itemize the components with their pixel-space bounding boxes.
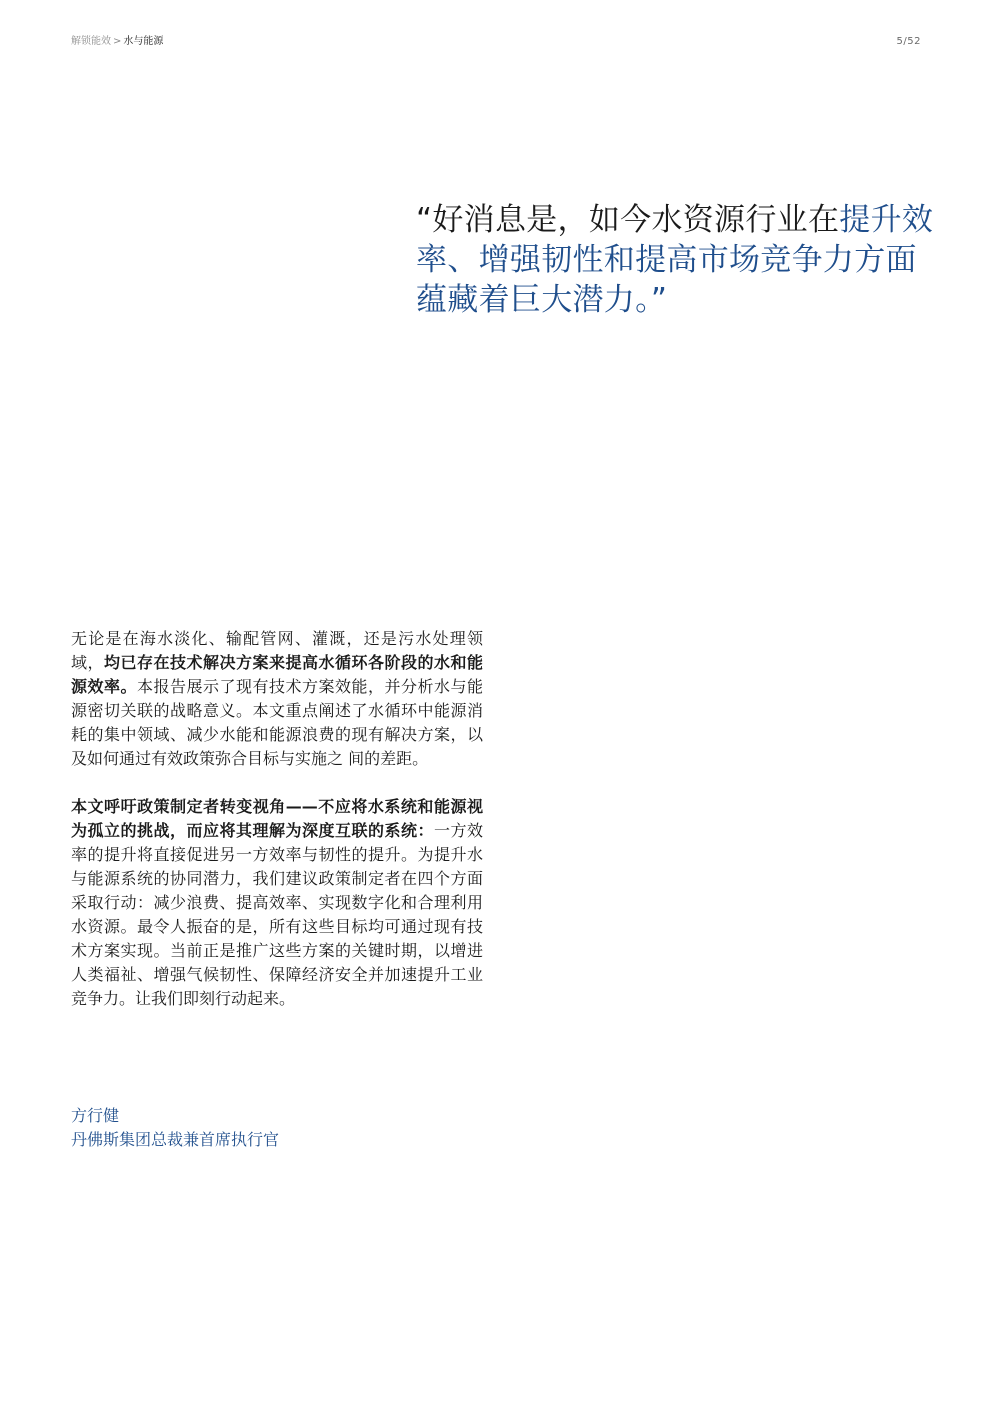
breadcrumb-separator: > bbox=[113, 36, 122, 47]
breadcrumb-parent[interactable]: 解锁能效 bbox=[71, 36, 111, 47]
page-header bbox=[71, 34, 921, 50]
pull-quote bbox=[416, 200, 936, 320]
signature-name: 方行健 bbox=[71, 1106, 120, 1125]
pull-quote-text: “好消息是，如今水资源行业在 bbox=[416, 202, 840, 238]
pull-quote-accent-text: 提升效率、增强韧性和提高市场竞争力方面蕴藏着巨大潜力。” bbox=[416, 202, 934, 318]
breadcrumb-current: 水与能源 bbox=[123, 36, 164, 47]
paragraph-1-rest: 本报告展示了现有技术方案效能，并分析水与能源密切关联的战略意义。本文重点阐述了水循环中能源消耗的集中领域、减少水能和能源浪费的现有解决方案，以及如何通过有效政策弥合目标与实施之 间的差距。 bbox=[71, 677, 483, 768]
paragraph-1 bbox=[71, 627, 483, 771]
paragraph-1-bold: 均已存在技术解决方案来提高水循环各阶段的水和能源效率。 bbox=[71, 653, 483, 696]
breadcrumb bbox=[71, 34, 163, 50]
page-number: 5/52 bbox=[896, 36, 921, 47]
paragraph-2 bbox=[71, 795, 483, 1011]
body-text bbox=[71, 627, 483, 1035]
paragraph-2-bold: 本文呼吁政策制定者转变视角——不应将水系统和能源视为孤立的挑战，而应将其理解为深度互联的系统： bbox=[71, 797, 483, 840]
signature-title: 丹佛斯集团总裁兼首席执行官 bbox=[71, 1130, 280, 1149]
paragraph-2-rest: 一方效率的提升将直接促进另一方效率与韧性的提升。为提升水与能源系统的协同潜力，我们建议政策制定者在四个方面采取行动：减少浪费、提高效率、实现数字化和合理利用水资源。最令人振奋的是，所有这些目标均可通过现有技术方案实现。当前正是推广这些方案的关键时期，以增进人类福祉、增强气候韧性、保障经济安全并加速提升工业竞争力。让我们即刻行动起来。 bbox=[71, 821, 483, 1008]
paragraph-1-lead: 无论是在海水淡化、输配管网、灌溉，还是污水处理领域， bbox=[71, 629, 483, 672]
signature bbox=[71, 1104, 279, 1152]
